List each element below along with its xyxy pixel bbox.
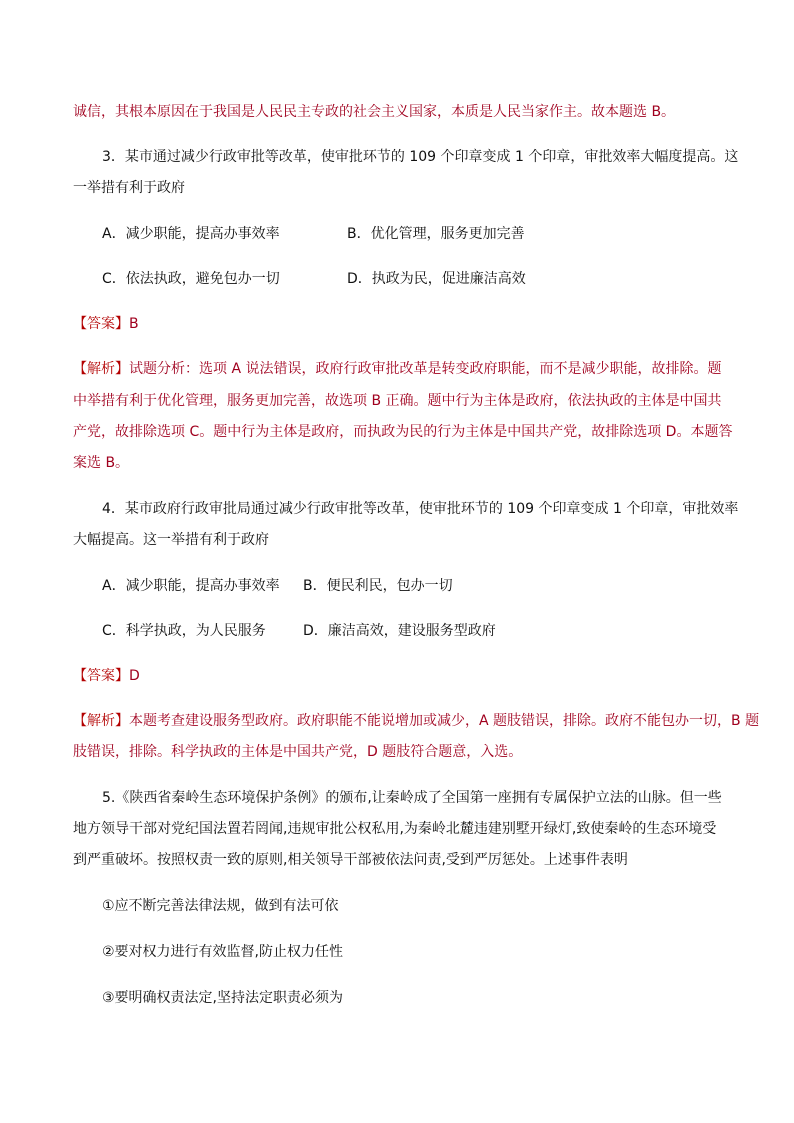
analysis-text: 本题考查建设服务型政府。政府职能不能说增加或减少，A 题肢错误，排除。政府不能包办一切，B 题	[129, 713, 760, 729]
q4-analysis-line-2: 肢错误，排除。科学执政的主体是中国共产党，D 题肢符合题意，入选。	[73, 744, 523, 760]
q4-answer	[73, 666, 140, 686]
q5-stem-line-3: 到严重破坏。按照权责一致的原则,相关领导干部被依法问责,受到严厉惩处。上述事件表明	[73, 852, 628, 868]
previous-explanation-tail: 诚信，其根本原因在于我国是人民民主专政的社会主义国家，本质是人民当家作主。故本题选 B。	[73, 104, 676, 120]
q3-option-a: A．减少职能，提高办事效率	[102, 226, 280, 242]
q4-stem-line-1: 4．某市政府行政审批局通过减少行政审批等改革，使审批环节的 109 个印章变成 1 个印章，审批效率	[102, 501, 739, 517]
q4-stem-line-2: 大幅提高。这一举措有利于政府	[73, 532, 269, 548]
q4-option-b: B．便民利民，包办一切	[303, 578, 453, 594]
q4-option-a: A．减少职能，提高办事效率	[102, 578, 280, 594]
answer-tag: 【答案】	[73, 668, 129, 684]
q3-option-c: C．依法执政，避免包办一切	[102, 271, 280, 287]
q3-analysis-line-1	[73, 359, 721, 379]
q4-option-c: C．科学执政，为人民服务	[102, 623, 266, 639]
q5-item-1: ①应不断完善法律法规，做到有法可依	[102, 898, 339, 914]
q3-stem-line-1: 3．某市通过减少行政审批等改革，使审批环节的 109 个印章变成 1 个印章，审批效率大幅度提高。这	[102, 149, 739, 165]
q3-answer	[73, 314, 139, 334]
q5-stem-line-1: 5.《陕西省秦岭生态环境保护条例》的颁布,让秦岭成了全国第一座拥有专属保护立法的山脉。但一些	[102, 790, 722, 806]
q4-option-d: D．廉洁高效，建设服务型政府	[303, 623, 496, 639]
answer-value: D	[129, 668, 140, 684]
q3-option-b: B．优化管理，服务更加完善	[347, 226, 525, 242]
q3-option-d: D．执政为民，促进廉洁高效	[347, 271, 526, 287]
analysis-tag: 【解析】	[73, 361, 129, 377]
q5-stem-line-2: 地方领导干部对党纪国法置若罔闻,违规审批公权私用,为秦岭北麓违建别墅开绿灯,致使秦岭的生态环境受	[73, 821, 717, 837]
answer-value: B	[129, 316, 139, 332]
q3-stem-line-2: 一举措有利于政府	[73, 180, 185, 196]
analysis-text: 试题分析：选项 A 说法错误，政府行政审批改革是转变政府职能，而不是减少职能，故排除。题	[129, 361, 722, 377]
q3-analysis-line-2: 中举措有利于优化管理，服务更加完善，故选项 B 正确。题中行为主体是政府，依法执政的主体是中国共	[73, 393, 722, 409]
analysis-tag: 【解析】	[73, 713, 129, 729]
q3-analysis-line-3: 产党，故排除选项 C。题中行为主体是政府，而执政为民的行为主体是中国共产党，故排除选项 D。本题答	[73, 424, 733, 440]
q3-analysis-line-4: 案选 B。	[73, 455, 130, 471]
q5-item-3: ③要明确权责法定,坚持法定职责必须为	[102, 990, 343, 1006]
q5-item-2: ②要对权力进行有效监督,防止权力任性	[102, 944, 343, 960]
q4-analysis-line-1	[73, 711, 759, 731]
answer-tag: 【答案】	[73, 316, 129, 332]
